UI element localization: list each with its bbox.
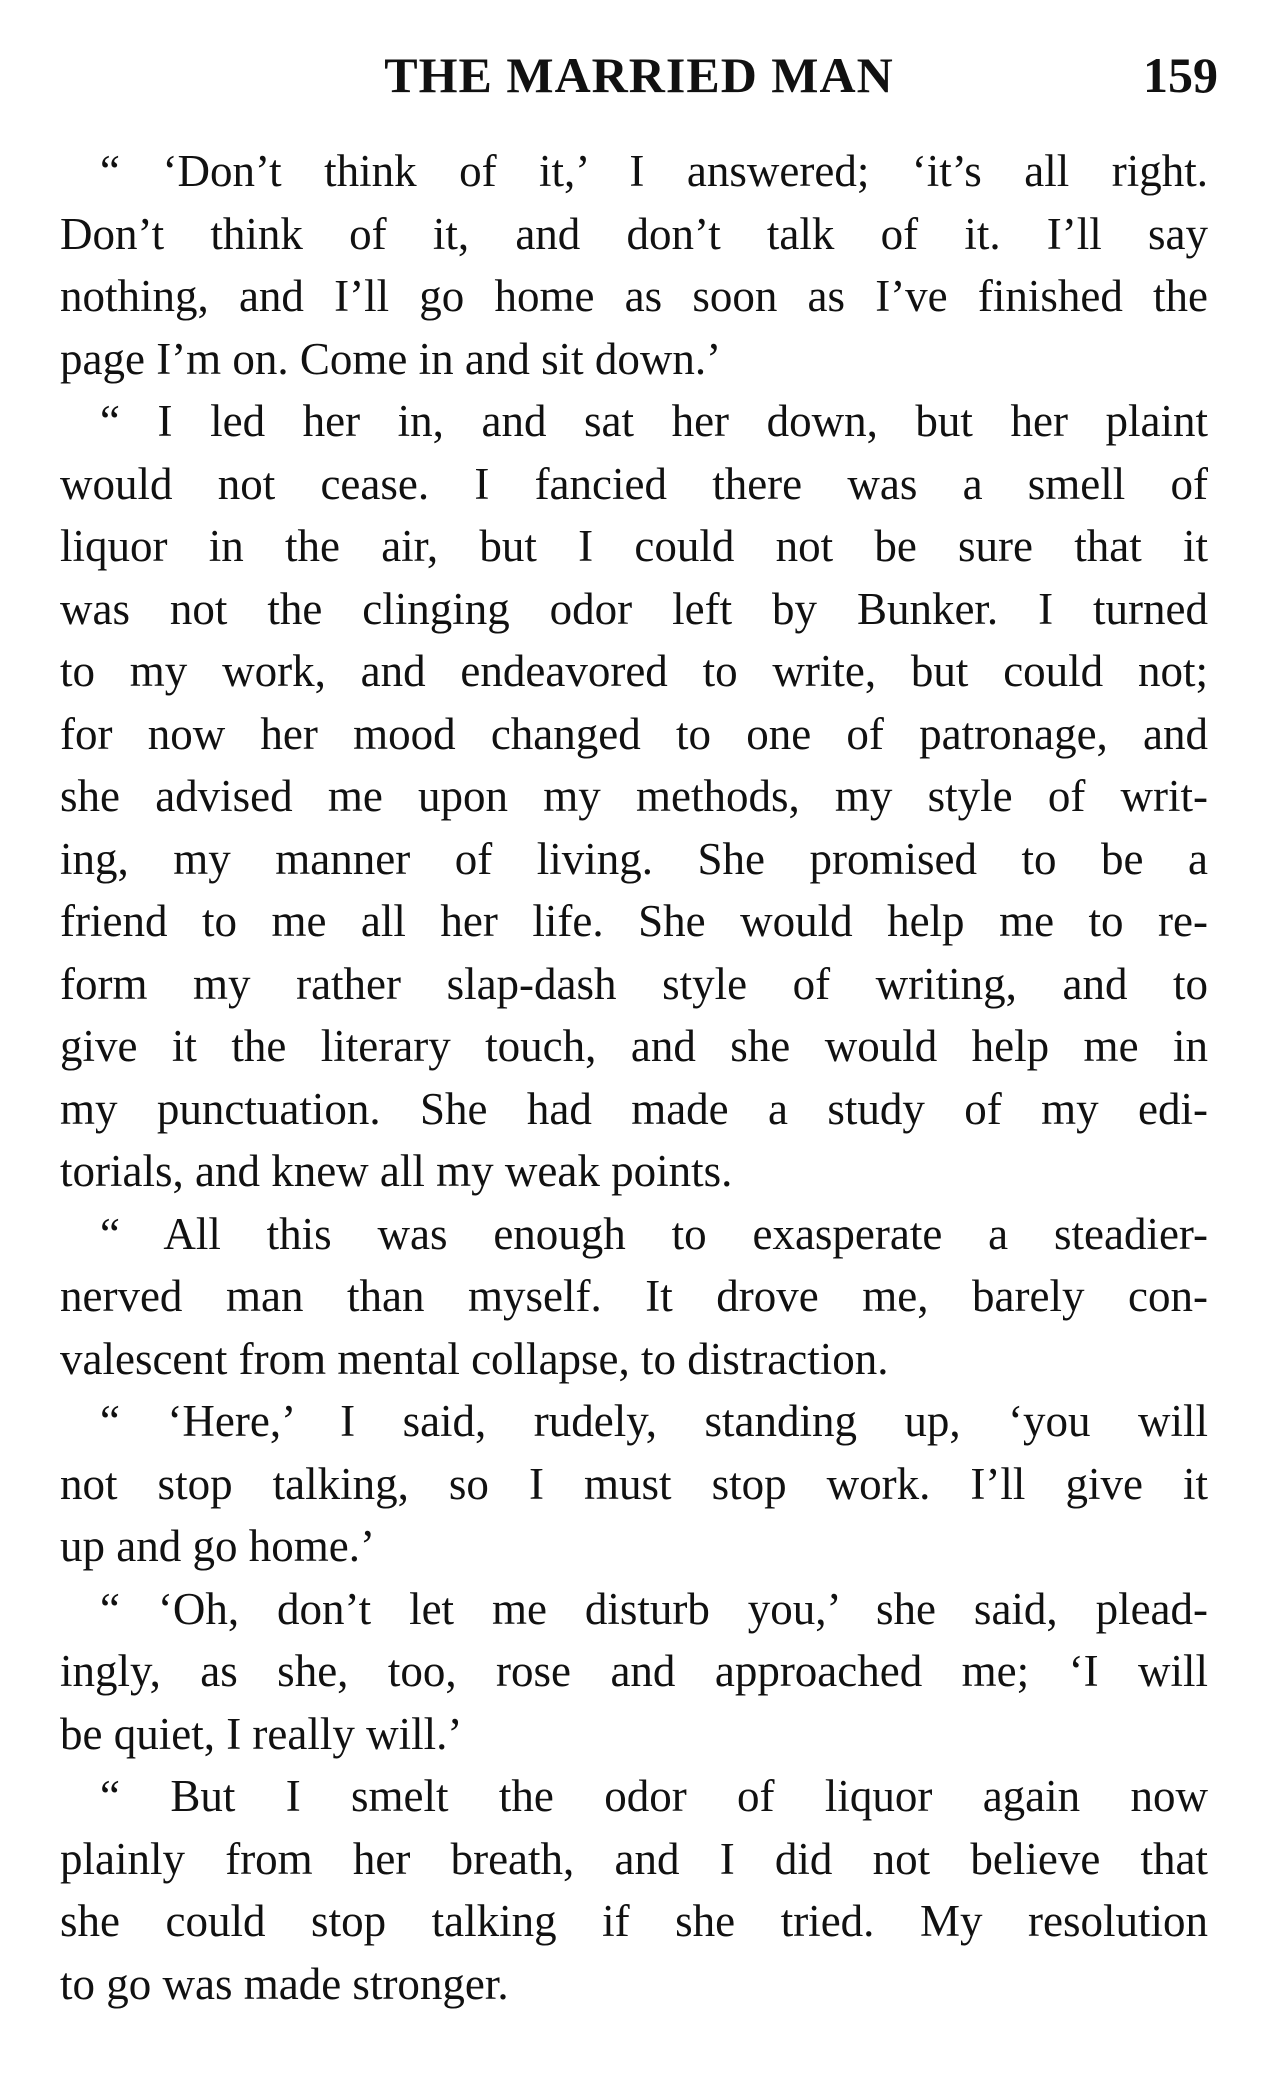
text-line: for now her mood changed to one of patronage, and: [60, 708, 1208, 759]
text-line: ingly, as she, too, rose and approached me; ‘I will: [60, 1646, 1208, 1696]
text-line: “ But I smelt the odor of liquor again now: [100, 1771, 1208, 1821]
text-line: plainly from her breath, and I did not believe that: [60, 1833, 1208, 1884]
text-line: valescent from mental collapse, to distraction.: [60, 1333, 889, 1384]
paragraph: [60, 1765, 1208, 2015]
text-line: be quiet, I really will.’: [60, 1708, 463, 1759]
text-line: would not cease. I fancied there was a smell of: [60, 458, 1208, 509]
text-line: torials, and knew all my weak points.: [60, 1146, 733, 1196]
paragraph: [60, 140, 1208, 390]
paragraph: [60, 1203, 1208, 1391]
page-number: 159: [1143, 47, 1218, 103]
text-line: give it the literary touch, and she would help me in: [60, 1021, 1208, 1071]
running-header: [60, 40, 1218, 110]
paragraph: [60, 1390, 1208, 1578]
text-line: not stop talking, so I must stop work. I’ll give it: [60, 1458, 1208, 1509]
text-line: was not the clinging odor left by Bunker. I turned: [60, 583, 1208, 634]
text-line: to my work, and endeavored to write, but could not;: [60, 646, 1208, 696]
text-line: nerved man than myself. It drove me, barely con-: [60, 1271, 1208, 1321]
text-line: to go was made stronger.: [60, 1958, 509, 2009]
text-line: she advised me upon my methods, my style of writ-: [60, 771, 1208, 821]
body-text: [60, 140, 1208, 2015]
paragraph: [60, 390, 1208, 1203]
text-line: “ ‘Don’t think of it,’ I answered; ‘it’s all right.: [100, 146, 1208, 196]
paragraph: [60, 1578, 1208, 1766]
text-line: “ ‘Here,’ I said, rudely, standing up, ‘you will: [100, 1396, 1208, 1446]
text-line: “ All this was enough to exasperate a steadier-: [100, 1208, 1208, 1259]
text-line: page I’m on. Come in and sit down.’: [60, 333, 722, 384]
text-line: liquor in the air, but I could not be sure that it: [60, 521, 1208, 571]
text-line: friend to me all her life. She would help me to re-: [60, 896, 1208, 946]
text-line: form my rather slap-dash style of writing, and to: [60, 958, 1208, 1009]
text-line: nothing, and I’ll go home as soon as I’ve finished the: [60, 271, 1208, 321]
text-line: Don’t think of it, and don’t talk of it. I’ll say: [60, 208, 1208, 259]
text-line: ing, my manner of living. She promised to be a: [60, 833, 1208, 884]
text-line: she could stop talking if she tried. My resolution: [60, 1896, 1208, 1946]
running-title: THE MARRIED MAN: [384, 47, 894, 103]
text-line: my punctuation. She had made a study of my edi-: [60, 1083, 1208, 1134]
text-line: “ I led her in, and sat her down, but her plaint: [100, 396, 1208, 446]
text-line: “ ‘Oh, don’t let me disturb you,’ she said, plead-: [100, 1583, 1208, 1634]
text-line: up and go home.’: [60, 1521, 375, 1571]
